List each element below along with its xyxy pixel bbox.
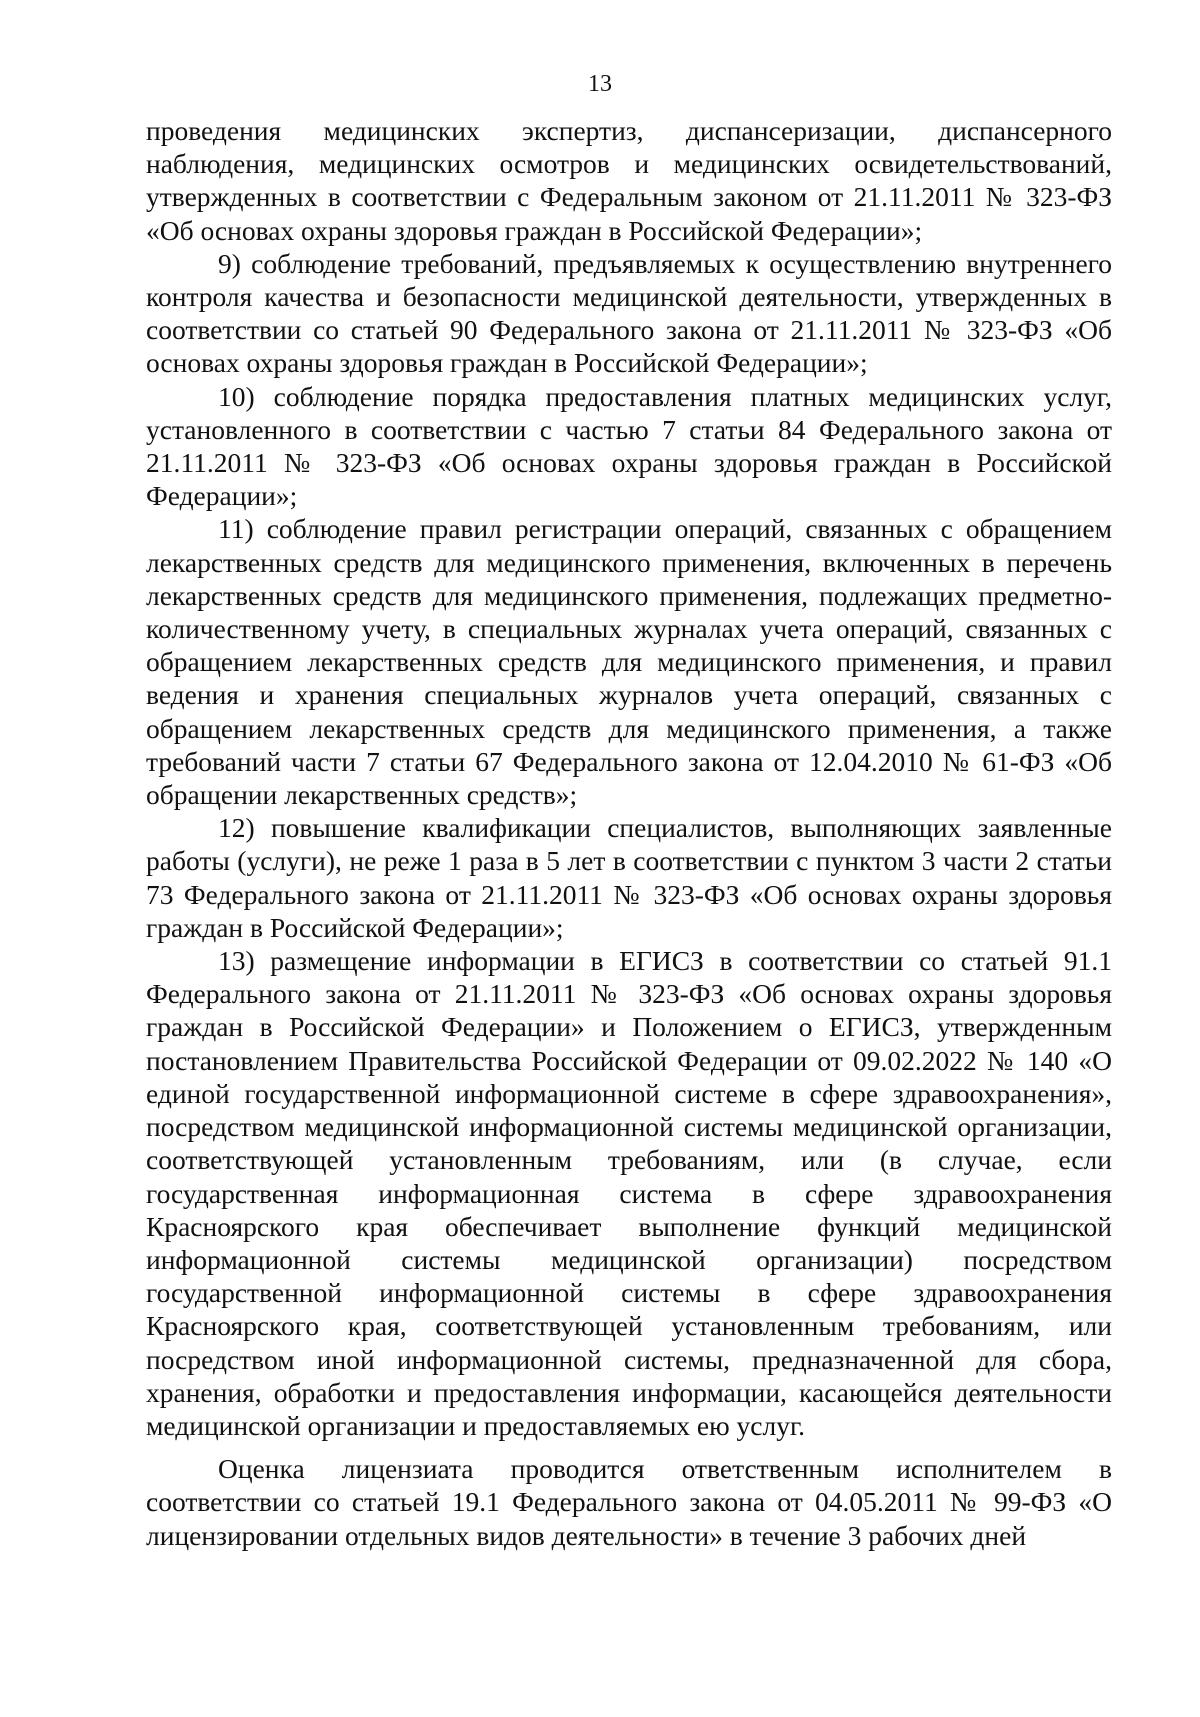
- paragraph-item-9: 9) соблюдение требований, предъявляемых к осуществлению внутреннего контроля качества и безопасности медицинской деятельности, утвержденных в соответствии со статьей 90 Федерального закона от 21.11.2011 № 323-ФЗ «Об основах охраны здоровья граждан в Российской Федерации»;: [146, 247, 1112, 379]
- paragraph-item-10: 10) соблюдение порядка предоставления платных медицинских услуг, установленного в соответствии с частью 7 статьи 84 Федерального закона от 21.11.2011 № 323-ФЗ «Об основах охраны здоровья граждан в Российской Федерации»;: [146, 380, 1112, 512]
- paragraph-continuation: проведения медицинских экспертиз, диспансеризации, диспансерного наблюдения, медицинских осмотров и медицинских освидетельствований, утвержденных в соответствии с Федеральным законом от 21.11.2011 № 323-ФЗ «Об основах охраны здоровья граждан в Российской Федерации»;: [146, 115, 1112, 246]
- page-number: 13: [588, 71, 612, 97]
- paragraph-item-13: 13) размещение информации в ЕГИСЗ в соответствии со статьей 91.1 Федерального закона от 21.11.2011 № 323-ФЗ «Об основах охраны здоровья граждан в Российской Федерации» и Положением о ЕГИСЗ, утвержденным постановлением Правительства Российской Федерации от 09.02.2022 № 140 «О единой государственной информационной системе в сфере здравоохранения», посредством медицинской информационной системы медицинской организации, соответствующей установленным требованиям, или (в случае, если государственная информационная система в сфере здравоохранения Красноярского края обеспечивает выполнение функций медицинской информационной системы медицинской организации) посредством государственной информационной системы в сфере здравоохранения Красноярского края, соответствующей установленным требованиям, или посредством иной информационной системы, предназначенной для сбора, хранения, обработки и предоставления информации, касающейся деятельности медицинской организации и предоставляемых ею услуг.: [146, 945, 1112, 1441]
- paragraph-assessment: Оценка лицензиата проводится ответственным исполнителем в соответствии со статьей 19.1 Федерального закона от 04.05.2011 № 99-ФЗ «О лицензировании отдельных видов деятельности» в течение 3 рабочих дней: [146, 1453, 1112, 1551]
- document-body: [146, 114, 1112, 1552]
- paragraph-item-12: 12) повышение квалификации специалистов, выполняющих заявленные работы (услуги), не реже 1 раза в 5 лет в соответствии с пунктом 3 части 2 статьи 73 Федерального закона от 21.11.2011 № 323-ФЗ «Об основах охраны здоровья граждан в Российской Федерации»;: [146, 812, 1112, 943]
- paragraph-item-11: 11) соблюдение правил регистрации операций, связанных с обращением лекарственных средств для медицинского применения, включенных в перечень лекарственных средств для медицинского применения, подлежащих предметно-количественному учету, в специальных журналах учета операций, связанных с обращением лекарственных средств для медицинского применения, и правил ведения и хранения специальных журналов учета операций, связанных с обращением лекарственных средств для медицинского применения, а также требований части 7 статьи 67 Федерального закона от 12.04.2010 № 61-ФЗ «Об обращении лекарственных средств»;: [146, 513, 1112, 811]
